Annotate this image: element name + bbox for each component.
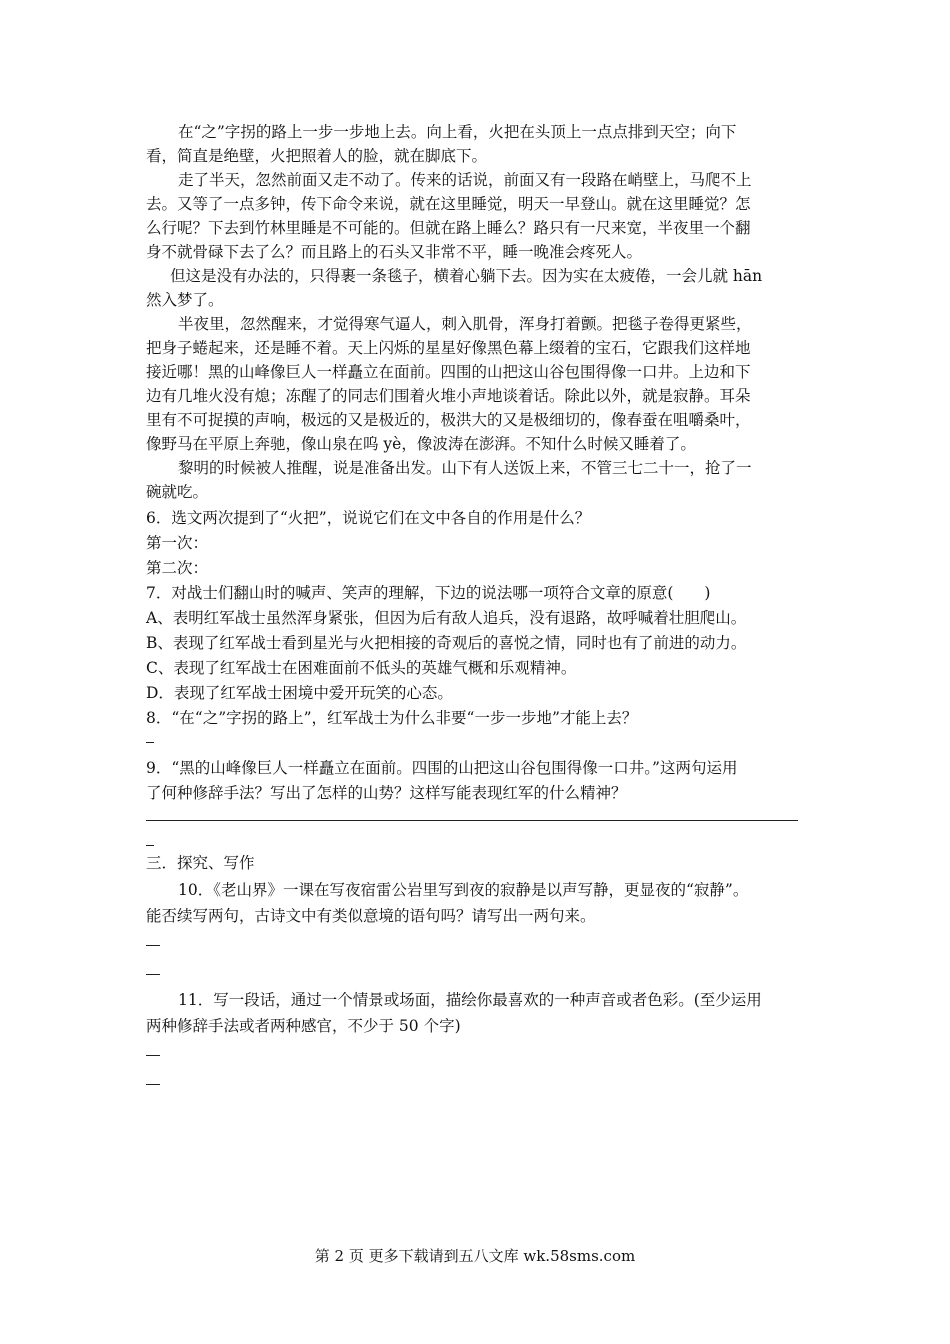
passage-p2-line2: 去。又等了一点多钟，传下命令来说，就在这里睡觉，明天一早登山。就在这里睡觉？怎 (146, 195, 751, 213)
question-11-line2: 两种修辞手法或者两种感官，不少于 50 个字) (146, 1017, 461, 1035)
passage-p2-line3: 么行呢？下去到竹林里睡是不可能的。但就在路上睡么？路只有一尺来宽，半夜里一个翻 (146, 219, 751, 237)
passage-p4-line6: 像野马在平原上奔驰，像山泉在呜 yè，像波涛在澎湃。不知什么时候又睡着了。 (146, 435, 696, 453)
passage-p5-line1: 黎明的时候被人推醒，说是准备出发。山下有人送饭上来，不管三七二十一，抢了一 (178, 459, 752, 477)
question-8: 8．“在“之”字拐的路上”，红军战士为什么非要“一步一步地”才能上去？ (146, 709, 638, 727)
passage-p4-line4: 边有几堆火没有熄；冻醒了的同志们围着火堆小声地谈着话。除此以外，就是寂静。耳朵 (146, 387, 751, 405)
question-9-line2: 了何种修辞手法？写出了怎样的山势？这样写能表现红军的什么精神？ (146, 784, 627, 802)
answer-blank-q9 (146, 845, 154, 846)
question-7-option-d: D．表现了红军战士困境中爱开玩笑的心态。 (146, 684, 453, 702)
answer-blank-q11-1 (146, 1055, 160, 1056)
question-6-second-label: 第二次： (146, 559, 209, 577)
passage-p1-line2: 看，简直是绝壁，火把照着人的脸，就在脚底下。 (146, 147, 488, 165)
passage-p4-line3: 接近哪！黑的山峰像巨人一样矗立在面前。四围的山把这山谷包围得像一口井。上边和下 (146, 363, 751, 381)
answer-blank-q10-1 (146, 945, 160, 946)
section-3-title: 三．探究、写作 (146, 854, 255, 872)
answer-blank-q8 (146, 742, 154, 743)
question-7-option-b: B、表现了红军战士看到星光与火把相接的奇观后的喜悦之情，同时也有了前进的动力。 (146, 634, 747, 652)
answer-blank-q10-2 (146, 974, 160, 975)
page-footer: 第 2 页 更多下载请到五八文库 wk.58sms.com (314, 1247, 636, 1265)
passage-p5-line2: 碗就吃。 (146, 483, 209, 501)
question-10-line2: 能否续写两句，古诗文中有类似意境的语句吗？请写出一两句来。 (146, 907, 596, 925)
question-7-option-a: A、表明红军战士虽然浑身紧张，但因为后有敌人追兵，没有退路，故呼喊着壮胆爬山。 (146, 609, 747, 627)
question-11-line1: 11．写一段话，通过一个情景或场面，描绘你最喜欢的一种声音或者色彩。(至少运用 (178, 991, 762, 1009)
question-6: 6．选文两次提到了“火把”，说说它们在文中各自的作用是什么？ (146, 509, 591, 527)
answer-blank-q11-2 (146, 1084, 160, 1085)
question-9-line1: 9．“黑的山峰像巨人一样矗立在面前。四围的山把这山谷包围得像一口井。”这两句运用 (146, 759, 738, 777)
question-7-option-c: C、表现了红军战士在困难面前不低头的英雄气概和乐观精神。 (146, 659, 577, 677)
passage-p4-line2: 把身子蜷起来，还是睡不着。天上闪烁的星星好像黑色幕上缀着的宝石，它跟我们这样地 (146, 339, 751, 357)
passage-p2-line4: 身不就骨碌下去了么？而且路上的石头又非常不平，睡一晚准会疼死人。 (146, 243, 643, 261)
passage-p4-line1: 半夜里，忽然醒来，才觉得寒气逼人，刺入肌骨，浑身打着颤。把毯子卷得更紧些， (178, 315, 752, 333)
passage-p3-line1: 但这是没有办法的，只得裹一条毯子，横着心躺下去。因为实在太疲倦，一会儿就 hān (170, 267, 763, 285)
answer-line-q9 (146, 820, 798, 821)
passage-p2-line1: 走了半天，忽然前面又走不动了。传来的话说，前面又有一段路在峭壁上，马爬不上 (178, 171, 752, 189)
question-10-line1: 10．《老山界》一课在写夜宿雷公岩里写到夜的寂静是以声写静，更显夜的“寂静”。 (178, 881, 749, 899)
passage-p3-line2: 然入梦了。 (146, 291, 224, 309)
question-6-first-label: 第一次： (146, 534, 209, 552)
passage-p4-line5: 里有不可捉摸的声响，极远的又是极近的，极洪大的又是极细切的，像春蚕在咀嚼桑叶， (146, 411, 751, 429)
question-7: 7．对战士们翻山时的喊声、笑声的理解，下边的说法哪一项符合文章的原意( ) (146, 584, 711, 602)
passage-p1-line1: 在“之”字拐的路上一步一步地上去。向上看，火把在头顶上一点点排到天空；向下 (178, 123, 737, 141)
